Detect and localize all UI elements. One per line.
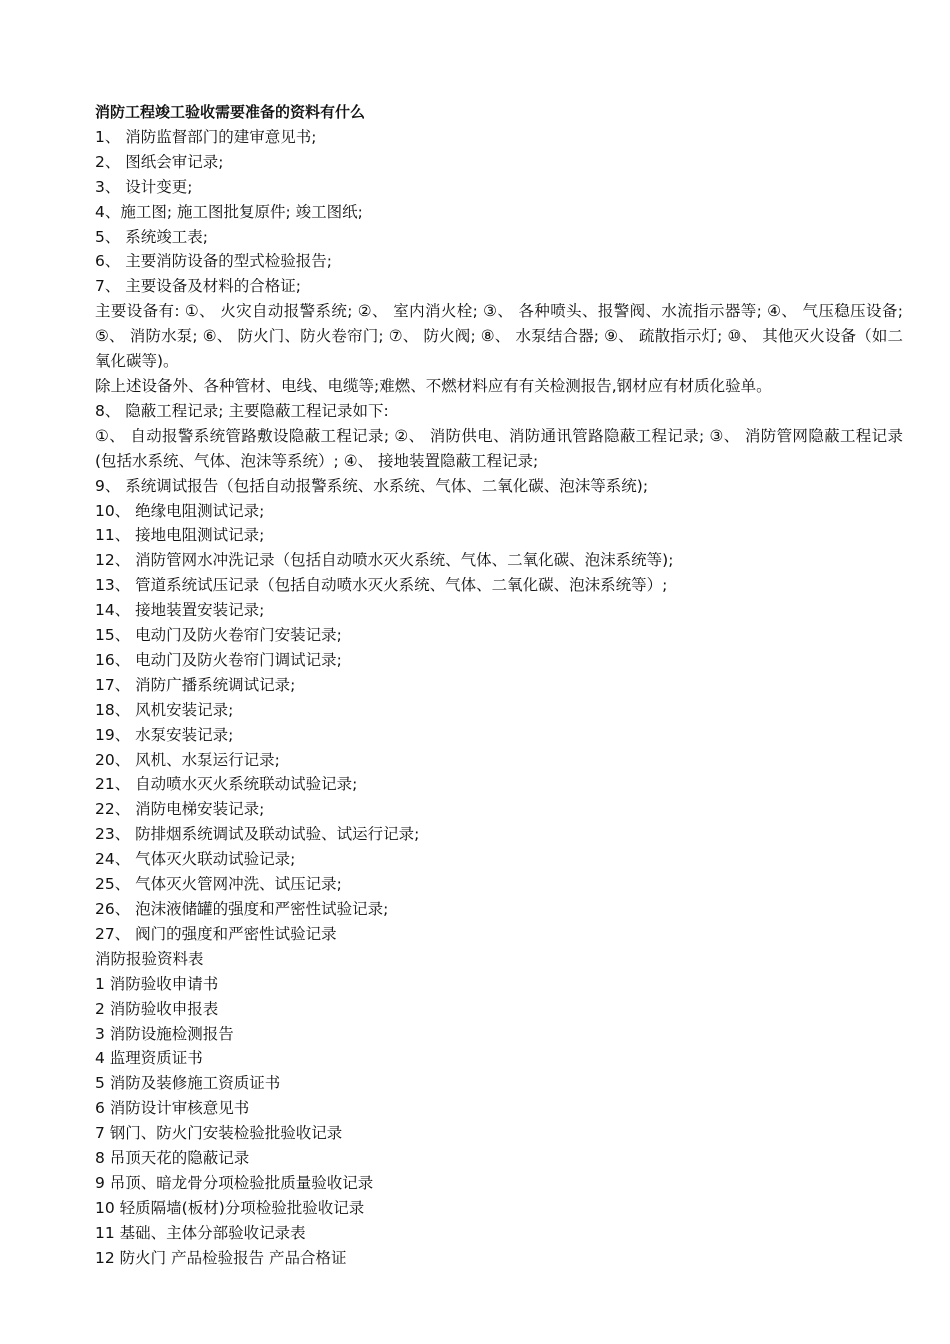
list-item: 27、 阀门的强度和严密性试验记录 xyxy=(95,924,337,943)
materials-line: 除上述设备外、各种管材、电线、电缆等;难燃、不燃材料应有有关检测报告,钢材应有材质化验单。 xyxy=(95,376,772,395)
list-item: 12 防火门 产品检验报告 产品合格证 xyxy=(95,1248,347,1267)
list-item: 18、 风机安装记录; xyxy=(95,700,234,719)
list-item: 12、 消防管网水冲洗记录（包括自动喷水灭火系统、气体、二氧化碳、泡沫系统等); xyxy=(95,551,674,570)
list-item: 24、 气体灭火联动试验记录; xyxy=(95,850,296,869)
list-item: 1、 消防监督部门的建审意见书; xyxy=(95,127,317,146)
list-item: 2 消防验收申报表 xyxy=(95,999,219,1018)
list-item: 23、 防排烟系统调试及联动试验、试运行记录; xyxy=(95,825,420,844)
list-item: 19、 水泵安装记录; xyxy=(95,725,234,744)
list-item: 11、 接地电阻测试记录; xyxy=(95,526,265,545)
list-item: 9、 系统调试报告（包括自动报警系统、水系统、气体、二氧化碳、泡沫等系统); xyxy=(95,476,649,495)
list-item: 14、 接地装置安装记录; xyxy=(95,601,265,620)
list-item: 26、 泡沫液储罐的强度和严密性试验记录; xyxy=(95,900,389,918)
list-item: 3 消防设施检测报告 xyxy=(95,1024,234,1043)
list-item: 11 基础、主体分部验收记录表 xyxy=(95,1223,306,1242)
list-item: 4 监理资质证书 xyxy=(95,1049,203,1068)
item-list-b xyxy=(95,474,903,947)
list-item: 25、 气体灭火管网冲洗、试压记录; xyxy=(95,875,342,894)
list-item: 7、 主要设备及材料的合格证; xyxy=(95,277,302,296)
list-item: 10 轻质隔墙(板材)分项检验批验收记录 xyxy=(95,1198,365,1217)
list-item: 5 消防及装修施工资质证书 xyxy=(95,1074,281,1093)
list-item: 22、 消防电梯安装记录; xyxy=(95,800,265,819)
list-item: 6 消防设计审核意见书 xyxy=(95,1099,250,1118)
list-item: 2、 图纸会审记录; xyxy=(95,152,224,171)
list-item: 8 吊顶天花的隐蔽记录 xyxy=(95,1149,250,1168)
list-item: 7 钢门、防火门安装检验批验收记录 xyxy=(95,1124,343,1143)
list-item: 20、 风机、水泵运行记录; xyxy=(95,750,280,769)
list-item: 15、 电动门及防火卷帘门安装记录; xyxy=(95,626,342,645)
list-item: 9 吊顶、暗龙骨分项检验批质量验收记录 xyxy=(95,1173,374,1192)
list-item: 1 消防验收申请书 xyxy=(95,974,219,993)
list-item: 6、 主要消防设备的型式检验报告; xyxy=(95,252,333,271)
concealed-works-paragraph: ①、 自动报警系统管路敷设隐蔽工程记录; ②、 消防供电、消防通讯管路隐蔽工程记录; ③、 消防管网隐蔽工程记录(包括水系统、气体、泡沫等系统）; ④、 接地装置隐蔽工程记录; xyxy=(95,426,903,470)
list-item: 10、 绝缘电阻测试记录; xyxy=(95,501,265,520)
list-item: 16、 电动门及防火卷帘门调试记录; xyxy=(95,650,342,669)
list-item: 13、 管道系统试压记录（包括自动喷水灭火系统、气体、二氧化碳、泡沫系统等）; xyxy=(95,576,668,595)
document-title: 消防工程竣工验收需要准备的资料有什么 xyxy=(95,103,366,121)
list-item: 5、 系统竣工表; xyxy=(95,227,209,246)
item-list-c xyxy=(95,972,903,1271)
list-item: 3、 设计变更; xyxy=(95,177,193,196)
equipment-paragraph: 主要设备有: ①、 火灾自动报警系统; ②、 室内消火栓; ③、 各种喷头、报警阀、水流指示器等; ④、 气压稳压设备; ⑤、 消防水泵; ⑥、 防火门、防火卷帘门; ⑦、 防火阀; ⑧、 水泵结合器; ⑨、 疏散指示灯; ⑩、 其他灭火设备（如二氧化碳等)。 xyxy=(95,302,903,371)
list-item: 8、 隐蔽工程记录; 主要隐蔽工程记录如下: xyxy=(95,401,389,420)
item-list-a xyxy=(95,125,903,299)
list-item: 17、 消防广播系统调试记录; xyxy=(95,675,296,694)
section-title: 消防报验资料表 xyxy=(95,949,204,968)
document-page xyxy=(95,100,903,1271)
list-item: 21、 自动喷水灭火系统联动试验记录; xyxy=(95,775,358,794)
list-item: 4、施工图; 施工图批复原件; 竣工图纸; xyxy=(95,202,363,221)
